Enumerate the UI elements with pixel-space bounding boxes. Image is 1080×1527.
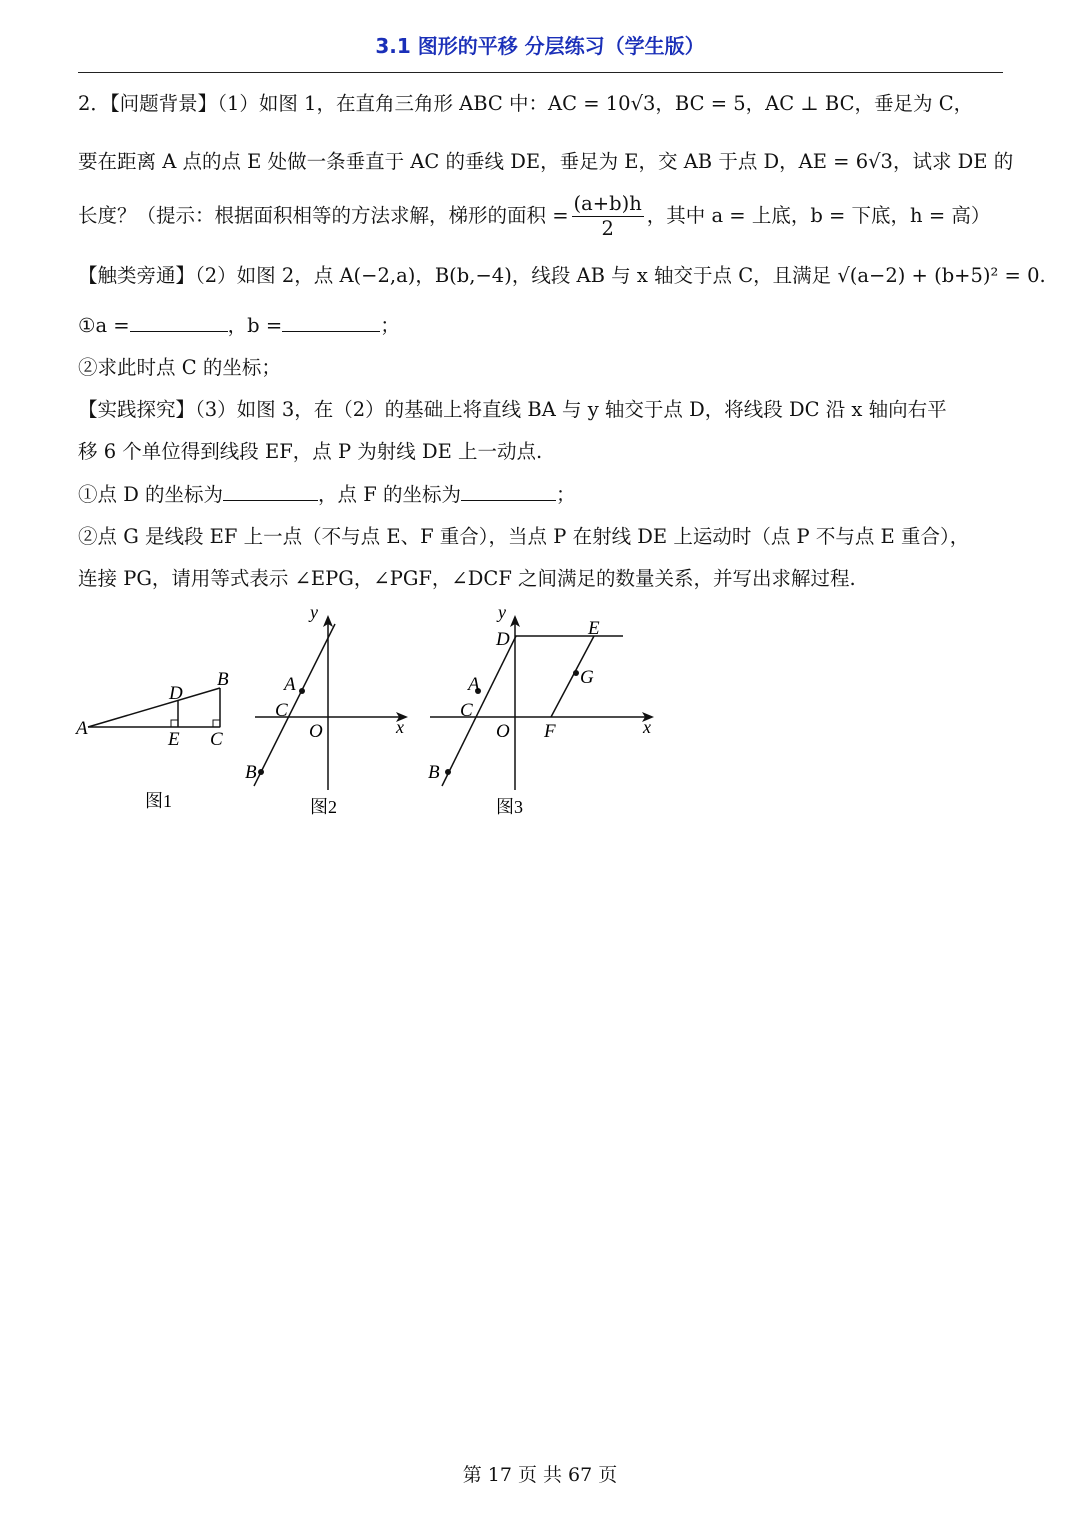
section-tag-practice: 【实践探究】 [78, 398, 196, 421]
fig2-label-x: x [396, 717, 404, 737]
fraction-denominator: 2 [601, 217, 614, 240]
fig1-label-e: E [168, 729, 180, 750]
problem-line-8: 移 6 个单位得到线段 EF，点 P 为射线 DE 上一动点. [78, 440, 543, 463]
answer-d-blank[interactable] [223, 482, 318, 501]
answer-f-label: ，点 F 的坐标为 [318, 483, 461, 506]
answer-a-label: ①a = [78, 314, 130, 337]
section-tag-background: 【问题背景】 [109, 92, 218, 115]
figure-3 [428, 602, 654, 817]
answer-f-blank[interactable] [461, 482, 556, 501]
problem-line-7-text: （3）如图 3，在（2）的基础上将直线 BA 与 y 轴交于点 D，将线段 DC 沿 x 轴向右平 [195, 398, 947, 421]
fig1-label-a: A [76, 718, 88, 739]
problem-line-3-start: 长度？（提示：根据面积相等的方法求解，梯形的面积 = [78, 204, 569, 227]
trapezoid-area-fraction [572, 192, 644, 241]
header-rule [78, 72, 1003, 73]
fig3-label-b: B [428, 762, 440, 783]
problem-line-10: ②点 G 是线段 EF 上一点（不与点 E、F 重合），当点 P 在射线 DE 上运动时（点 P 不与点 E 重合）， [78, 525, 970, 548]
problem-line-6: ②求此时点 C 的坐标； [78, 356, 281, 379]
fig3-label-g: G [580, 667, 594, 688]
problem-line-4 [78, 262, 1046, 290]
fig2-label-b: B [245, 762, 257, 783]
fig1-label-b: B [217, 669, 229, 690]
fig2-label-a: A [284, 674, 296, 695]
problem-line-5 [78, 312, 1008, 340]
problem-line-9 [78, 481, 1008, 509]
fig3-label-o: O [496, 721, 510, 742]
fig2-caption: 图2 [310, 797, 337, 817]
fig2-label-c: C [275, 700, 288, 721]
fig2-label-o: O [309, 721, 323, 742]
fraction-numerator: (a+b)h [573, 192, 642, 215]
fig1-label-c: C [210, 729, 223, 750]
figure-1 [74, 669, 229, 811]
answer-line-9-end: ； [555, 483, 576, 506]
fig3-label-f: F [544, 721, 556, 742]
problem-line-3 [78, 192, 1008, 241]
page-footer: 第 17 页 共 67 页 [462, 1464, 618, 1486]
problem-line-4-text: （2）如图 2，点 A(−2,a)，B(b,−4)，线段 AB 与 x 轴交于点 C，且满足 √(a−2) + (b+5)² = 0. [195, 264, 1046, 287]
fig2-label-y: y [310, 602, 318, 622]
fig3-label-e: E [588, 618, 600, 639]
fig1-caption: 图1 [145, 791, 172, 811]
problem-line-3-end: ，其中 a = 上底，b = 下底，h = 高） [646, 204, 991, 227]
page-header-title: 3.1 图形的平移 分层练习（学生版） [375, 34, 705, 58]
problem-number: 2． [78, 92, 110, 115]
fig3-label-c: C [460, 700, 473, 721]
answer-b-label: ，b = [227, 314, 283, 337]
problem-line-1 [78, 90, 1008, 118]
fig3-label-y: y [498, 602, 506, 622]
problem-line-11: 连接 PG，请用等式表示 ∠EPG，∠PGF，∠DCF 之间满足的数量关系，并写出求解过程. [78, 567, 856, 590]
fig3-label-x: x [643, 717, 651, 737]
problem-line-2: 要在距离 A 点的点 E 处做一条垂直于 AC 的垂线 DE，垂足为 E，交 AB 于点 D，AE = 6√3，试求 DE 的 [78, 150, 1014, 173]
fig3-caption: 图3 [496, 797, 523, 817]
section-tag-analogy: 【触类旁通】 [78, 264, 196, 287]
fig3-label-d: D [496, 629, 510, 650]
answer-d-label: ①点 D 的坐标为 [78, 483, 224, 506]
problem-line-1-text: （1）如图 1，在直角三角形 ABC 中：AC = 10√3，BC = 5，AC ⊥ BC，垂足为 C， [217, 92, 974, 115]
figure-2 [245, 602, 408, 817]
answer-a-blank[interactable] [130, 313, 228, 332]
fig3-label-a: A [468, 674, 480, 695]
figures-area [70, 600, 670, 830]
fig1-label-d: D [169, 683, 183, 704]
answer-b-blank[interactable] [282, 313, 380, 332]
problem-line-7 [78, 396, 1008, 424]
answer-line-5-end: ； [380, 314, 400, 337]
